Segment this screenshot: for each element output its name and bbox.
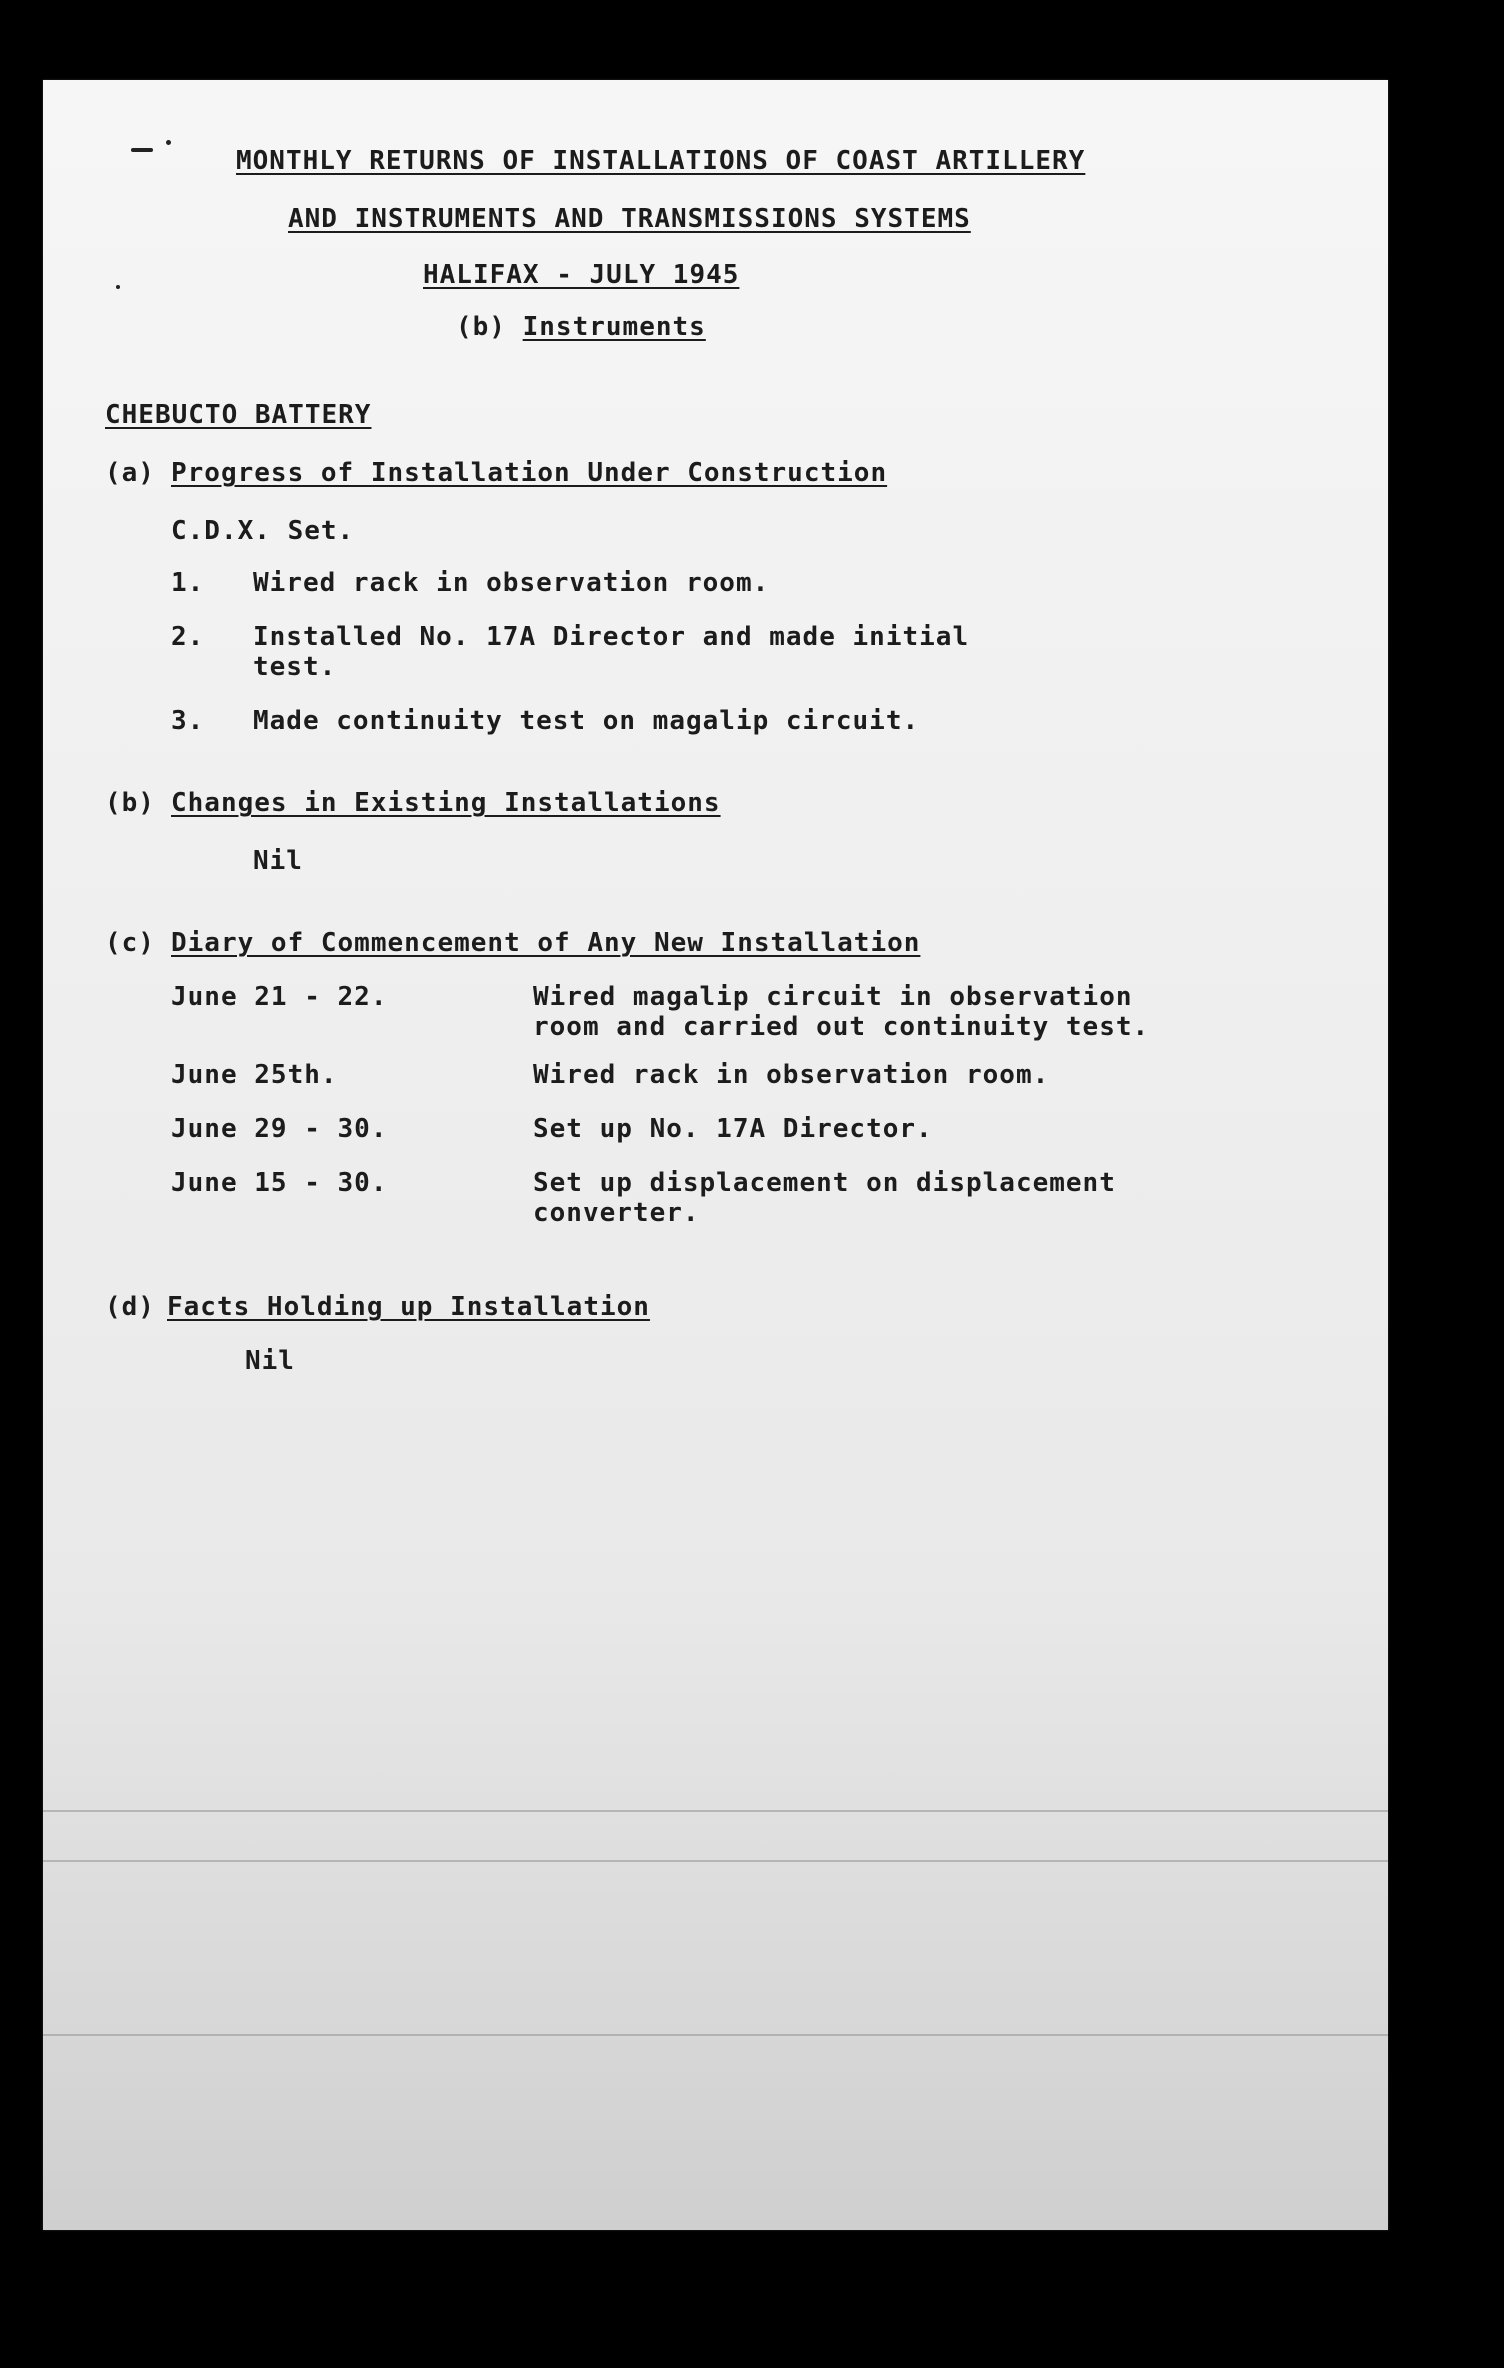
ink-mark <box>131 148 153 152</box>
subtitle-text: Instruments <box>522 312 706 342</box>
section-a-heading: Progress of Installation Under Construction <box>171 458 888 488</box>
ink-mark <box>116 285 120 289</box>
item-text: Wired rack in observation room. <box>253 568 770 598</box>
section-c-heading: Diary of Commencement of Any New Installation <box>171 928 921 958</box>
title-line-1: MONTHLY RETURNS OF INSTALLATIONS OF COAST ARTILLERY <box>236 146 1086 176</box>
section-c-label: (c) <box>105 928 155 958</box>
scan-fold-line <box>43 2034 1388 2036</box>
subtitle-label: (b) <box>456 312 506 342</box>
diary-text: Set up No. 17A Director. <box>533 1114 933 1144</box>
section-a-subheading: C.D.X. Set. <box>171 516 355 546</box>
section-d-label: (d) <box>105 1292 155 1322</box>
diary-date: June 21 - 22. <box>171 982 388 1012</box>
item-number: 1. <box>171 568 205 598</box>
item-number: 2. <box>171 622 205 652</box>
diary-date: June 15 - 30. <box>171 1168 388 1198</box>
document-page <box>43 80 1388 2230</box>
diary-text: Wired rack in observation room. <box>533 1060 1050 1090</box>
subtitle <box>456 312 706 342</box>
section-b-value: Nil <box>253 846 303 876</box>
title-line-3: HALIFAX - JULY 1945 <box>423 260 740 290</box>
item-text: Made continuity test on magalip circuit. <box>253 706 920 736</box>
section-b-label: (b) <box>105 788 155 818</box>
battery-name: CHEBUCTO BATTERY <box>105 400 372 430</box>
item-text: Installed No. 17A Director and made initial test. <box>253 622 970 682</box>
title-line-2: AND INSTRUMENTS AND TRANSMISSIONS SYSTEMS <box>288 204 971 234</box>
scan-fold-line <box>43 1810 1388 1812</box>
scan-fold-line <box>43 1860 1388 1862</box>
diary-date: June 25th. <box>171 1060 338 1090</box>
ink-mark <box>166 140 171 145</box>
diary-text: Wired magalip circuit in observation room and carried out continuity test. <box>533 982 1150 1042</box>
section-d-value: Nil <box>245 1346 295 1376</box>
item-number: 3. <box>171 706 205 736</box>
section-a-label: (a) <box>105 458 155 488</box>
section-b-heading: Changes in Existing Installations <box>171 788 721 818</box>
section-d-heading: Facts Holding up Installation <box>167 1292 650 1322</box>
diary-text: Set up displacement on displacement converter. <box>533 1168 1116 1228</box>
diary-date: June 29 - 30. <box>171 1114 388 1144</box>
